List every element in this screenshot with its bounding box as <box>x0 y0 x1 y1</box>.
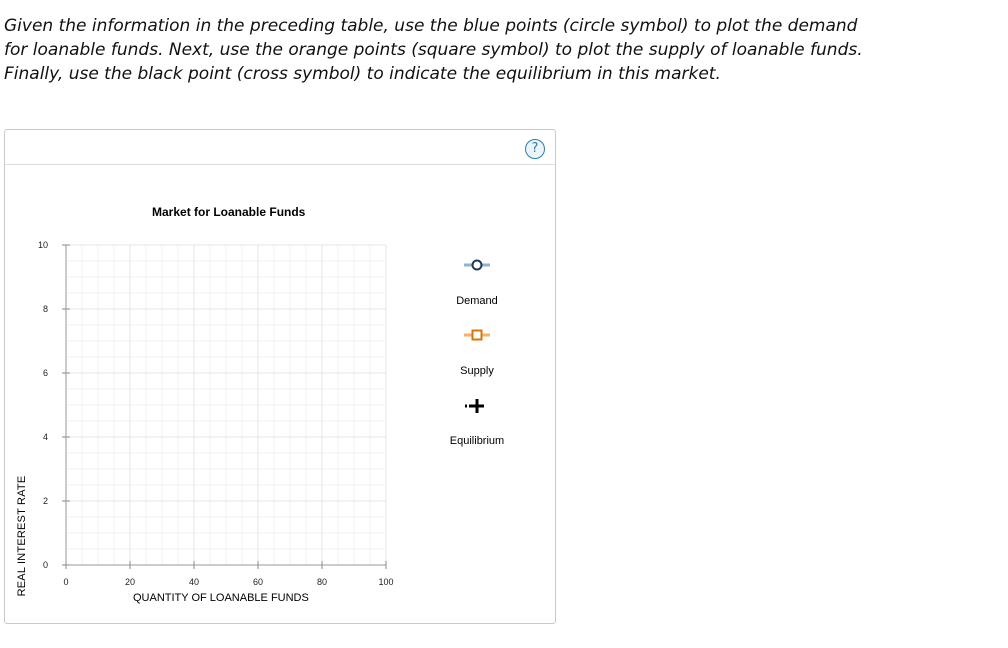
equilibrium-legend-label: Equilibrium <box>449 435 505 447</box>
y-tick-label: 10 <box>37 240 48 250</box>
cross-marker-icon <box>463 397 491 415</box>
square-marker-icon <box>463 328 491 342</box>
graph-panel <box>4 129 556 624</box>
equilibrium-tool[interactable] <box>463 397 491 415</box>
x-tick-label: 60 <box>252 577 264 587</box>
x-tick-label: 100 <box>378 577 394 587</box>
demand-legend-label: Demand <box>456 295 498 307</box>
y-axis-label: REAL INTEREST RATE <box>16 475 28 597</box>
y-tick-label: 2 <box>42 496 48 506</box>
y-tick-label: 4 <box>42 432 48 442</box>
y-tick-label: 8 <box>42 304 48 314</box>
supply-tool[interactable] <box>463 328 491 342</box>
circle-marker-icon <box>463 258 491 272</box>
x-tick-label: 20 <box>124 577 136 587</box>
x-axis-label: QUANTITY OF LOANABLE FUNDS <box>133 592 309 604</box>
chart-title: Market for Loanable Funds <box>152 205 306 219</box>
x-tick-label: 40 <box>188 577 200 587</box>
instructions-text: Given the information in the preceding table, use the blue points (circle symbol) to plot the demand for loanable funds. Next, use the orange points (square symbol) to plot the supply of loanable funds. Finally, use the black point (cross symbol) to indicate the equilibrium in this market. <box>4 16 863 84</box>
help-question-icon[interactable]: ? <box>525 139 545 159</box>
x-tick-label: 0 <box>63 577 69 587</box>
plot-area[interactable] <box>5 130 557 625</box>
x-tick-label: 80 <box>316 577 328 587</box>
demand-tool[interactable] <box>463 258 491 272</box>
y-tick-label: 0 <box>42 560 48 570</box>
y-tick-label: 6 <box>42 368 48 378</box>
supply-legend-label: Supply <box>460 365 494 377</box>
